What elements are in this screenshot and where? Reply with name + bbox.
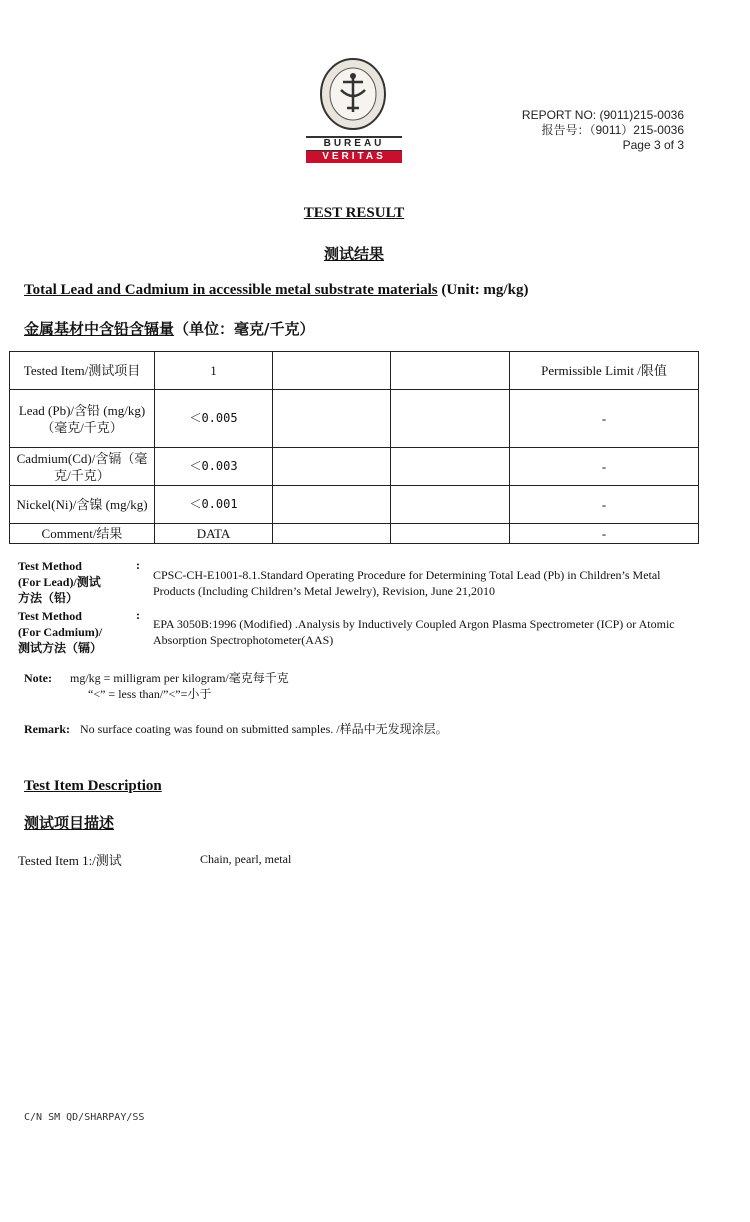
logo-word-bureau: BUREAU xyxy=(306,136,402,152)
table-row xyxy=(10,390,699,448)
table-cell xyxy=(273,486,391,524)
table-cell xyxy=(273,524,391,544)
table-cell: Lead (Pb)/含铅 (mg/kg) （毫克/千克） xyxy=(10,390,155,448)
table-cell: - xyxy=(510,448,699,486)
description-title-cn xyxy=(24,812,114,833)
table-cell: - xyxy=(510,524,699,544)
description-title-cn-text: 测试项目描述 xyxy=(24,814,115,832)
test-method-lead-label xyxy=(18,558,101,606)
table-cell xyxy=(391,448,510,486)
test-result-title-cn: 测试结果 xyxy=(323,245,384,263)
footer-code: C/N SM QD/SHARPAY/SS xyxy=(24,1112,145,1123)
description-title xyxy=(24,778,162,795)
test-result-title: TEST RESULT xyxy=(303,205,405,221)
colon: : xyxy=(136,558,140,572)
header-cell: 1 xyxy=(155,352,273,390)
table-row xyxy=(10,524,699,544)
table-cell: ＜0.001 xyxy=(155,486,273,524)
report-header xyxy=(522,108,684,153)
label-line: Test Method xyxy=(18,559,82,573)
remark-text: No surface coating was found on submitted samples. /样品中无发现涂层。 xyxy=(79,722,448,736)
bureau-veritas-logo xyxy=(306,58,402,166)
label-line: (For Cadmium)/ xyxy=(18,625,103,639)
label-line: 测试方法（镉） xyxy=(18,641,103,655)
table-row xyxy=(10,486,699,524)
description-title-text: Test Item Description xyxy=(24,778,162,794)
tested-item-value: Chain, pearl, metal xyxy=(200,852,292,866)
table-header-row xyxy=(10,352,699,390)
table-row xyxy=(10,448,699,486)
header-cell: Tested Item/测试项目 xyxy=(10,352,155,390)
note-label: Note: xyxy=(24,671,52,685)
report-number-cn: 报告号：（9011）215-0036 xyxy=(541,123,684,137)
test-method-lead-text: CPSC-CH-E1001-8.1.Standard Operating Procedure for Determining Total Lead (Pb) in Children’s Metal Products (Including Children’s Metal Jewelry), Revision, June 21,2010 xyxy=(153,568,661,598)
label-line: 方法（铅） xyxy=(18,591,79,605)
label-line: (For Lead)/测试 xyxy=(18,575,101,589)
note-line-2: “<” = less than/”<”=小于 xyxy=(88,687,212,701)
section-title-cn xyxy=(24,318,315,339)
logo-word-veritas: VERITAS xyxy=(306,151,402,163)
section-title-text: Total Lead and Cadmium in accessible metal substrate materials xyxy=(24,282,438,298)
results-table xyxy=(9,351,699,544)
table-cell: - xyxy=(510,486,699,524)
table-cell: - xyxy=(510,390,699,448)
section-cn-unit: （单位：毫克/千克） xyxy=(174,320,315,338)
table-cell: DATA xyxy=(155,524,273,544)
test-method-cadmium-text: EPA 3050B:1996 (Modified) .Analysis by Inductively Coupled Argon Plasma Spectrometer (ICP) or Atomic Absorption Spectrophotometer(AAS) xyxy=(153,617,675,647)
header-cell xyxy=(273,352,391,390)
colon: : xyxy=(136,608,140,622)
table-cell xyxy=(391,524,510,544)
report-number: REPORT NO: (9011)215-0036 xyxy=(521,108,684,122)
seal-icon xyxy=(319,58,387,132)
table-cell: Nickel(Ni)/含镍 (mg/kg) xyxy=(10,486,155,524)
table-cell: Comment/结果 xyxy=(10,524,155,544)
page-number: Page 3 of 3 xyxy=(622,138,684,152)
header-cell: Permissible Limit /限值 xyxy=(510,352,699,390)
test-method-cadmium-label xyxy=(18,608,102,656)
note-line-1: mg/kg = milligram per kilogram/毫克每千克 xyxy=(70,671,289,685)
header-cell xyxy=(391,352,510,390)
remark-label: Remark: xyxy=(24,722,70,736)
note xyxy=(24,670,289,702)
section-title xyxy=(24,282,528,299)
section-unit: (Unit: mg/kg) xyxy=(441,282,529,298)
remark xyxy=(24,720,448,737)
tested-item-label: Tested Item 1:/测试 xyxy=(18,853,122,868)
table-cell: Cadmium(Cd)/含镉（毫克/千克） xyxy=(10,448,155,486)
table-cell: ＜0.003 xyxy=(155,448,273,486)
table-cell xyxy=(273,390,391,448)
section-title-cn-text: 金属基材中含铅含镉量 xyxy=(24,320,175,338)
table-cell xyxy=(273,448,391,486)
table-cell xyxy=(391,390,510,448)
table-cell xyxy=(391,486,510,524)
label-line: Test Method xyxy=(18,609,82,623)
table-cell: ＜0.005 xyxy=(155,390,273,448)
